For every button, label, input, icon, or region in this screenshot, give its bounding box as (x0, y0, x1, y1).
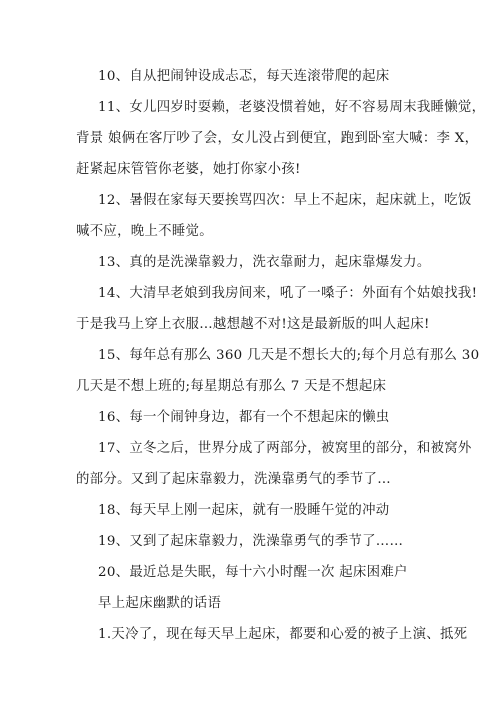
text-line-item-12: 12、暑假在家每天要挨骂四次：早上不起床，起床就上，吃饭 (98, 193, 472, 208)
text-line-item-18: 18、每天早上刚一起床，就有一股睡午觉的冲动 (98, 503, 390, 518)
section-heading: 早上起床幽默的话语 (98, 596, 222, 611)
text-line-item-16: 16、每一个闹钟身边，都有一个不想起床的懒虫 (98, 410, 390, 425)
text-line-section-item-1: 1.天冷了，现在每天早上起床，都要和心爱的被子上演、抵死 (98, 627, 468, 642)
text-line-item-12-cont: 喊不应，晚上不睡觉。 (76, 224, 213, 239)
text-line-item-20: 20、最近总是失眠，每十六小时醒一次 起床困难户 (98, 565, 408, 580)
text-line-item-11: 11、女儿四岁时耍赖，老婆没惯着她，好不容易周末我睡懒觉， (98, 100, 486, 115)
text-line-item-19: 19、又到了起床靠毅力，洗澡靠勇气的季节了…… (98, 534, 404, 549)
text-line-item-10: 10、自从把闹钟设成忐忑，每天连滚带爬的起床 (98, 69, 390, 84)
text-line-item-14-cont: 于是我马上穿上衣服…越想越不对!这是最新版的叫人起床! (76, 317, 430, 332)
text-line-item-15: 15、每年总有那么 360 几天是不想长大的;每个月总有那么 30 (98, 348, 480, 363)
text-line-item-15-cont: 几天是不想上班的;每星期总有那么 7 天是不想起床 (76, 379, 387, 394)
text-line-item-14: 14、大清早老娘到我房间来，吼了一嗓子：外面有个姑娘找我! (98, 286, 478, 301)
text-line-item-17: 17、立冬之后，世界分成了两部分，被窝里的部分，和被窝外 (98, 441, 472, 456)
text-line-item-11-cont-2: 赶紧起床管管你老婆，她打你家小孩! (76, 162, 301, 177)
text-line-item-11-cont-1: 背景 娘俩在客厅吵了会，女儿没占到便宜，跑到卧室大喊：李 X， (76, 131, 479, 146)
text-line-item-13: 13、真的是洗澡靠毅力，洗衣靠耐力，起床靠爆发力。 (98, 255, 431, 270)
text-line-item-17-cont: 的部分。又到了起床靠毅力，洗澡靠勇气的季节了… (76, 472, 391, 487)
